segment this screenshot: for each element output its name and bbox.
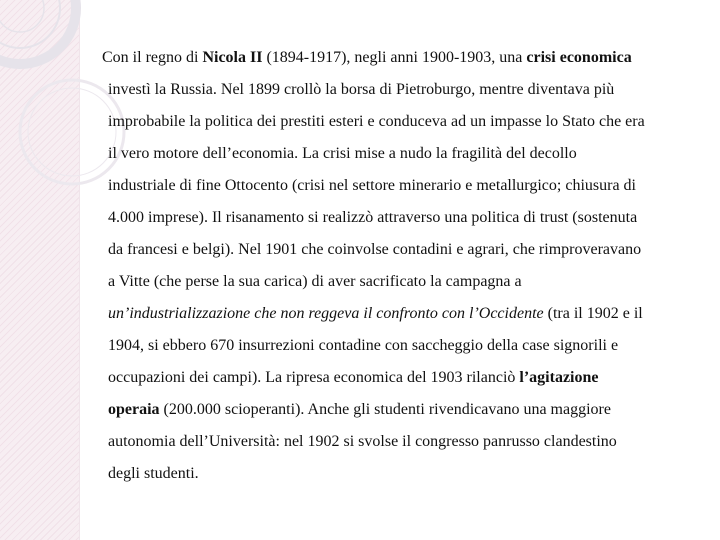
- paragraph-line: [102, 234, 714, 266]
- concentric-rings-decoration: [0, 0, 76, 64]
- text-run: (tra il 1902 e il: [543, 305, 643, 322]
- text-run: (200.000 scioperanti). Anche gli studenti rivendicavano una maggiore: [159, 401, 611, 418]
- text-run: 4.000 imprese). Il risanamento si realizzò attraverso una politica di trust (sostenuta: [108, 209, 638, 226]
- bold-text: crisi economica: [526, 49, 632, 66]
- ring-outer: [0, 0, 76, 64]
- paragraph-line: [102, 202, 714, 234]
- body-paragraph: [102, 42, 714, 490]
- paragraph-line: [102, 362, 714, 394]
- text-run: investì la Russia. Nel 1899 crollò la borsa di Pietroburgo, mentre diventava più: [108, 81, 615, 98]
- text-run: degli studenti.: [108, 465, 199, 482]
- text-run: il vero motore dell’economia. La crisi mise a nudo la fragilità del decollo: [108, 145, 577, 162]
- text-run: (1894-1917), negli anni 1900-1903, una: [262, 49, 527, 66]
- paragraph-line: [102, 394, 714, 426]
- paragraph-line: [102, 138, 714, 170]
- text-run: autonomia dell’Università: nel 1902 si svolse il congresso panrusso clandestino: [108, 433, 617, 450]
- text-run: a Vitte (che perse la sua carica) di aver sacrificato la campagna a: [108, 273, 522, 290]
- paragraph-line: [102, 298, 714, 330]
- ring-inner: [0, 0, 60, 48]
- text-run: Con il regno di: [102, 49, 203, 66]
- paragraph-line: [102, 330, 714, 362]
- text-run: industriale di fine Ottocento (crisi nel settore minerario e metallurgico; chiusura di: [108, 177, 636, 194]
- paragraph-line: [102, 106, 714, 138]
- ring-core: [0, 0, 44, 32]
- text-run: da francesi e belgi). Nel 1901 che coinvolse contadini e agrari, che rimproveravano: [108, 241, 642, 258]
- paragraph-line: [102, 42, 714, 74]
- bold-text: l’agitazione: [519, 369, 599, 386]
- paragraph-line: [102, 170, 714, 202]
- text-run: improbabile la politica dei prestiti esteri e conduceva ad un impasse lo Stato che era: [108, 113, 645, 130]
- bold-text: operaia: [108, 401, 160, 418]
- text-run: occupazioni dei campi). La ripresa economica del 1903 rilanciò: [108, 369, 520, 386]
- paragraph-line: [102, 266, 714, 298]
- paragraph-line: [102, 74, 714, 106]
- paragraph-line: [102, 426, 714, 458]
- bold-text: Nicola II: [202, 49, 263, 66]
- text-run: 1904, si ebbero 670 insurrezioni contadine con saccheggio della case signorili e: [108, 337, 619, 354]
- paragraph-line: [102, 458, 714, 490]
- italic-text: un’industrializzazione che non reggeva il confronto con l’Occidente: [108, 305, 544, 322]
